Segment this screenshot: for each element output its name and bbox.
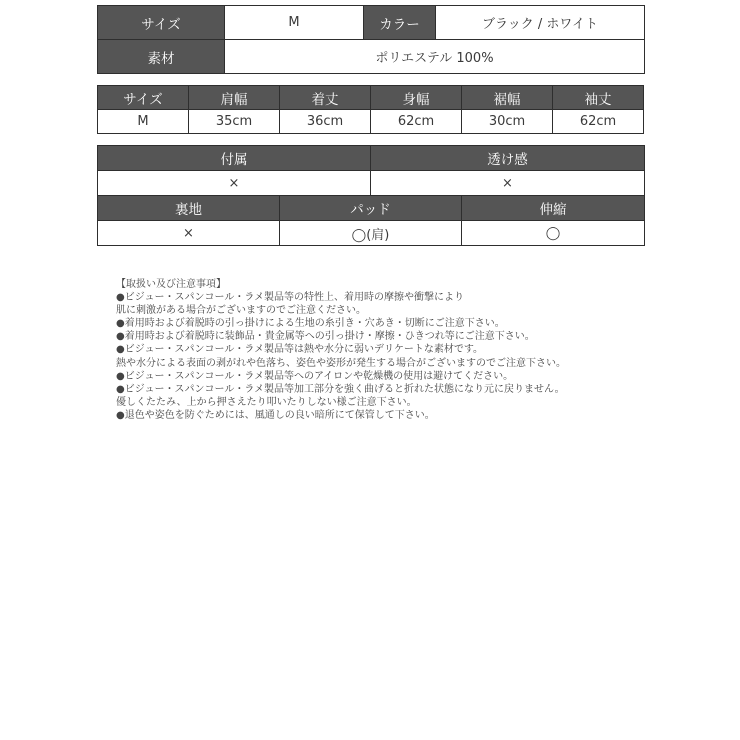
spec-table [97, 5, 645, 74]
size-chart-header-row [98, 86, 644, 110]
pad-label: パッド [280, 196, 462, 221]
stretch-label: 伸縮 [462, 196, 645, 221]
lining-value: × [98, 221, 280, 246]
stretch-value: ◯ [462, 221, 645, 246]
size-chart-header: 肩幅 [189, 86, 280, 110]
size-chart-cell: M [98, 110, 189, 134]
size-chart-cell: 62cm [553, 110, 644, 134]
table-row [98, 110, 644, 134]
care-note-line: 熱や水分による表面の剥がれや色落ち、姿色や姿形が発生する場合がございますのでご注意下さい。 [116, 357, 566, 369]
care-note-line: ●ビジュー・スパンコール・ラメ製品等加工部分を強く曲げると折れた状態になり元に戻りません。 [116, 383, 565, 395]
care-note-line: ●着用時および着脱時に装飾品・貴金属等への引っ掛け・摩擦・ひきつれ等にご注意下さい。 [116, 331, 535, 343]
size-chart-cell: 30cm [462, 110, 553, 134]
feature-table [97, 145, 645, 246]
pad-value: ◯(肩) [280, 221, 462, 246]
size-chart-header: 裾幅 [462, 86, 553, 110]
size-chart-cell: 35cm [189, 110, 280, 134]
size-value: M [225, 6, 364, 40]
material-label: 素材 [98, 40, 225, 74]
care-note-line: 肌に刺激がある場合がございますのでご注意ください。 [116, 305, 366, 317]
size-chart-header: 着丈 [280, 86, 371, 110]
material-value: ポリエステル 100% [225, 40, 645, 74]
care-note-line: ●着用時および着脱時の引っ掛けによる生地の糸引き・穴あき・切断にご注意下さい。 [116, 318, 505, 330]
size-chart-cell: 36cm [280, 110, 371, 134]
care-note-line: ●ビジュー・スパンコール・ラメ製品等の特性上、着用時の摩擦や衝撃により [116, 292, 465, 304]
color-value: ブラック / ホワイト [436, 6, 645, 40]
size-chart-header: 身幅 [371, 86, 462, 110]
color-label: カラー [364, 6, 436, 40]
care-notes-heading: 【取扱い及び注意事項】 [116, 279, 226, 290]
size-label: サイズ [98, 6, 225, 40]
accessory-label: 付属 [98, 146, 371, 171]
sheer-label: 透け感 [371, 146, 645, 171]
accessory-value: × [98, 171, 371, 196]
care-note-line: 優しくたたみ、上から押さえたり叩いたりしない様ご注意下さい。 [116, 396, 417, 408]
size-chart-table [97, 85, 644, 134]
size-chart-header: サイズ [98, 86, 189, 110]
sheer-value: × [371, 171, 645, 196]
care-note-line: ●ビジュー・スパンコール・ラメ製品等へのアイロンや乾燥機の使用は避けてください。 [116, 370, 514, 382]
lining-label: 裏地 [98, 196, 280, 221]
care-notes [116, 278, 636, 422]
care-note-line: ●ビジュー・スパンコール・ラメ製品等は熱や水分に弱いデリケートな素材です。 [116, 344, 484, 356]
size-chart-header: 袖丈 [553, 86, 644, 110]
care-note-line: ●退色や姿色を防ぐためには、風通しの良い暗所にて保管して下さい。 [116, 409, 435, 421]
size-chart-cell: 62cm [371, 110, 462, 134]
